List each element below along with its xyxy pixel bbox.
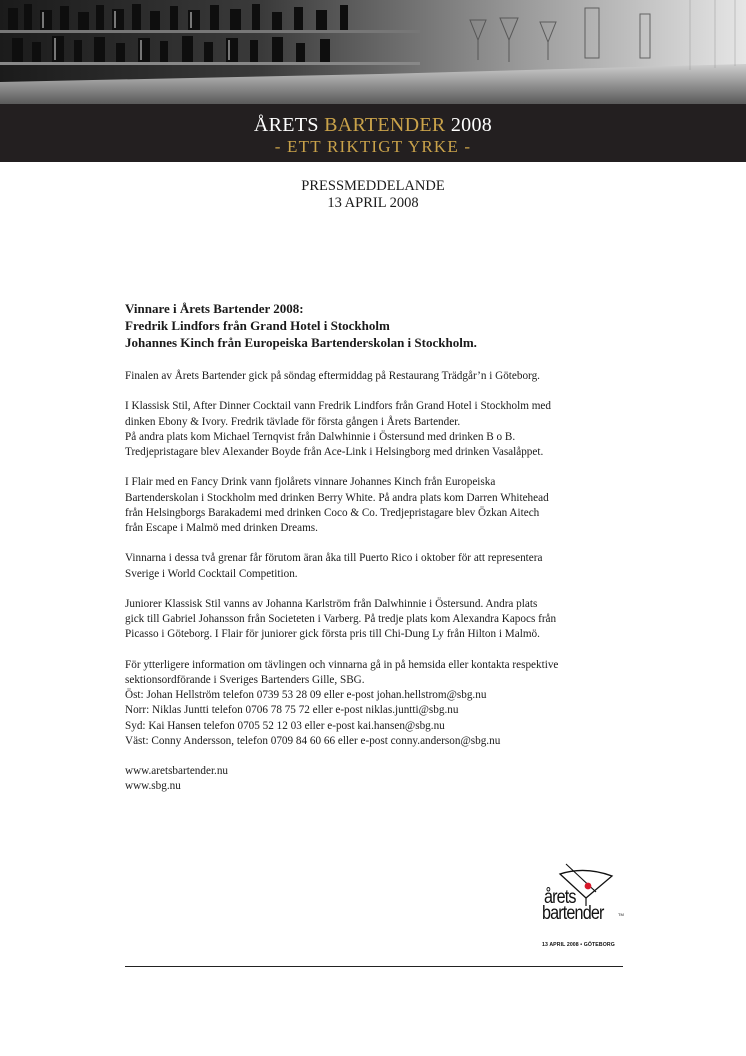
paragraph-line: Picasso i Göteborg. I Flair för juniorer gick första pris till Chi-Dung Ly från Hilton i Malmö.	[125, 628, 540, 641]
paragraph-line: Finalen av Årets Bartender gick på söndag eftermiddag på Restaurang Trädgår’n i Göteborg.	[125, 370, 540, 382]
paragraph-line: www.aretsbartender.nu	[125, 765, 229, 778]
paragraph-line: gick till Gabriel Johansson från Societeten i Varberg. På tredje plats kom Alexandra Kapocs från	[125, 613, 557, 626]
logo-word-bartender: bartender	[542, 903, 604, 924]
paragraph-line: från Escape i Malmö med drinken Dreams.	[125, 522, 318, 534]
paragraph-line: www.sbg.nu	[125, 780, 181, 793]
headline-line: Johannes Kinch från Europeiska Bartenderskolan i Stockholm.	[125, 335, 477, 350]
banner-title: ÅRETS BARTENDER 2008	[253, 114, 493, 136]
paragraph-line: Sverige i World Cocktail Competition.	[125, 567, 298, 580]
paragraph-line: För ytterligere information om tävlingen och vinnarna gå in på hemsida eller kontakta respektive	[125, 658, 559, 671]
paragraph-line: Väst: Conny Andersson, telefon 0709 84 60 66 eller e-post conny.anderson@sbg.nu	[125, 734, 501, 747]
paragraph-line: dinken Ebony & Ivory. Fredrik tävlade för första gången i Årets Bartender.	[125, 415, 461, 428]
logo-word-arets: årets	[544, 887, 576, 908]
logo-date: 13 APRIL 2008 • GÖTEBORG	[542, 942, 615, 948]
bar-photo-image	[0, 0, 746, 104]
paragraph-line: Syd: Kai Hansen telefon 0705 52 12 03 eller e-post kai.hansen@sbg.nu	[125, 719, 445, 732]
paragraph-line: från Helsingborgs Barakademi med drinken Coco & Co. Tredjepristagare blev Özkan Aitech	[125, 506, 540, 519]
logo-trademark: TM	[618, 912, 624, 917]
paragraph	[125, 369, 645, 384]
headline	[125, 300, 645, 351]
arets-bartender-logo	[530, 862, 630, 954]
banner-subtitle: - ETT RIKTIGT YRKE -	[274, 137, 472, 156]
headline-line: Fredrik Lindfors från Grand Hotel i Stockholm	[125, 318, 390, 333]
press-label: PRESSMEDDELANDE	[301, 178, 445, 194]
header-bar-photo	[0, 0, 746, 104]
paragraph-line: Tredjepristagare blev Alexander Boyde från Ace-Link i Helsingborg med drinken Vasalåppet.	[125, 446, 544, 458]
press-date: 13 APRIL 2008	[327, 195, 419, 211]
paragraph	[125, 475, 645, 536]
paragraph	[125, 658, 645, 749]
body-text	[125, 369, 645, 810]
headline-line: Vinnare i Årets Bartender 2008:	[125, 301, 304, 316]
paragraph-line: I Klassisk Stil, After Dinner Cocktail vann Fredrik Lindfors från Grand Hotel i Stockholm med	[125, 400, 551, 413]
footer-divider	[125, 966, 623, 967]
paragraph	[125, 597, 645, 643]
paragraph	[125, 399, 645, 460]
paragraph-line: Vinnarna i dessa två grenar får förutom äran åka till Puerto Rico i oktober för att representera	[125, 552, 543, 565]
paragraph-line: På andra plats kom Michael Ternqvist från Dalwhinnie i Östersund med drinken B o B.	[125, 430, 516, 443]
paragraph-line: Öst: Johan Hellström telefon 0739 53 28 09 eller e-post johan.hellstrom@sbg.nu	[125, 689, 487, 702]
paragraph	[125, 551, 645, 581]
title-banner	[0, 104, 746, 162]
paragraph-line: I Flair med en Fancy Drink vann fjolårets vinnare Johannes Kinch från Europeiska	[125, 476, 496, 489]
paragraph-line: Juniorer Klassisk Stil vanns av Johanna Karlström från Dalwhinnie i Östersund. Andra plats	[125, 597, 538, 610]
paragraph-line: sektionsordförande i Sveriges Bartenders Gille, SBG.	[125, 673, 365, 686]
paragraph-line: Norr: Niklas Juntti telefon 0706 78 75 72 eller e-post niklas.juntti@sbg.nu	[125, 704, 459, 717]
press-release-heading	[0, 178, 746, 212]
paragraph-line: Bartenderskolan i Stockholm med drinken Berry White. På andra plats kom Darren Whitehead	[125, 491, 549, 504]
paragraph	[125, 764, 645, 794]
